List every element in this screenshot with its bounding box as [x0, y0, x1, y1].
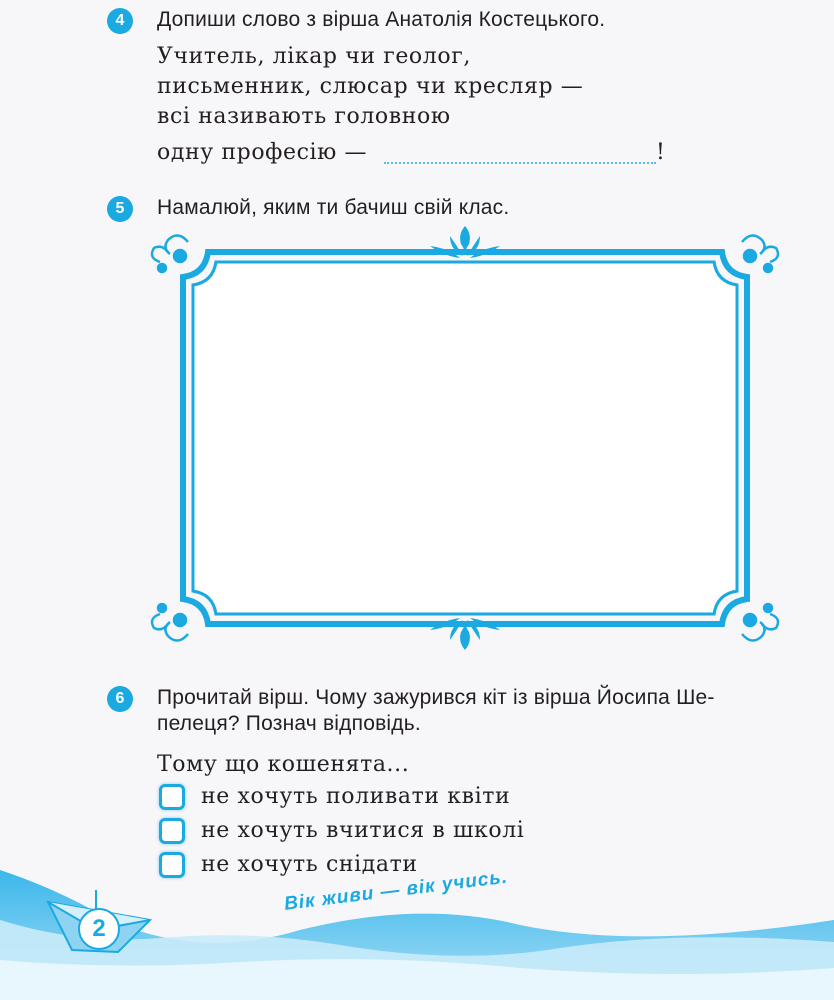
- option-label: не хочуть поливати квіти: [201, 784, 511, 809]
- option-label: не хочуть снідати: [201, 852, 418, 877]
- poem-line: одну професію —: [157, 140, 368, 165]
- task-instruction: пелеця? Познач відповідь.: [157, 712, 421, 735]
- drawing-area: [193, 262, 737, 614]
- task-number-badge: 4: [107, 8, 133, 34]
- option-checkbox[interactable]: [159, 818, 185, 844]
- poem-line: письменник, слюсар чи кресляр —: [157, 74, 584, 99]
- task-number-badge: 6: [107, 686, 133, 712]
- poem-line: всі називають головною: [157, 104, 451, 129]
- exclamation-mark: !: [656, 140, 666, 165]
- poem-line: Учитель, лікар чи геолог,: [157, 44, 471, 69]
- footer-wave: [0, 850, 834, 1000]
- question-stem: Тому що кошенята...: [157, 752, 410, 777]
- task-instruction: Намалюй, яким ти бачиш свій клас.: [157, 196, 510, 219]
- option-checkbox[interactable]: [159, 784, 185, 810]
- option-label: не хочуть вчитися в школі: [201, 818, 525, 843]
- page-number: 2: [78, 908, 120, 950]
- task-number-badge: 5: [107, 196, 133, 222]
- answer-blank-input[interactable]: [384, 142, 656, 164]
- task-instruction: Допиши слово з вірша Анатолія Костецького.: [157, 8, 606, 31]
- task-instruction: Прочитай вірш. Чому зажурився кіт із вірша Йосипа Ше-: [157, 686, 715, 709]
- motto-text: Вік живи — вік учись.: [283, 866, 510, 915]
- drawing-frame[interactable]: [150, 222, 780, 654]
